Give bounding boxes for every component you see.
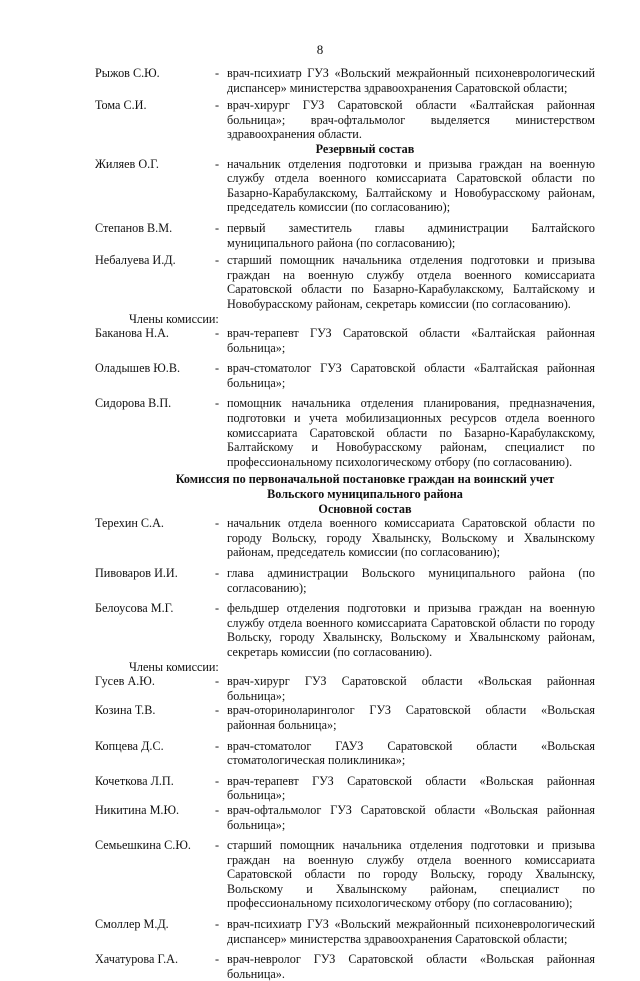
- main-heading: Основной состав: [318, 501, 412, 516]
- member-role: начальник отделения подготовки и призыва граждан на военную службу отдела военного комиссариата Саратовской области по Базарно-Карабулакскому, Балтайскому и Новобурасскому районам, председатель комиссии (по согласованию);: [227, 156, 595, 215]
- member-name: Небалуева И.Д.: [95, 253, 176, 268]
- dash: -: [215, 838, 220, 853]
- member-name: Копцева Д.С.: [95, 738, 164, 753]
- member-role: помощник начальника отделения планирования, предназначения, подготовки и учета мобилизационных ресурсов отдела военного комиссариата Саратовской области по Базарно-Карабулакскому, Балтайскому и Новобурасскому районам, специалист по профессиональному психологическому отбору (по согласованию).: [227, 396, 595, 469]
- member-entry: [95, 396, 595, 469]
- member-role: начальник отдела военного комиссариата Саратовской области по городу Вольску, городу Хвалынску, Вольскому и Хвалынскому районам, председатель комиссии (по согласованию);: [227, 516, 595, 560]
- member-role: врач-хирург ГУЗ Саратовской области «Вольская районная больница»;: [227, 674, 595, 703]
- reserve-heading: Резервный состав: [315, 141, 415, 156]
- member-name: Терехин С.А.: [95, 516, 164, 531]
- member-entry: [95, 739, 595, 768]
- member-role: врач-офтальмолог ГУЗ Саратовской области «Вольская районная больница»;: [227, 802, 595, 832]
- member-entry: [95, 774, 595, 803]
- member-entry: [95, 917, 595, 946]
- member-role: врач-невролог ГУЗ Саратовской области «Вольская районная больница».: [227, 952, 595, 981]
- member-role: старший помощник начальника отделения подготовки и призыва граждан на военную службу отдела военного комиссариата Саратовской области по Базарно-Карабулакскому, Балтайскому и Новобурасскому районам, секретарь комиссии (по согласованию).: [227, 253, 595, 311]
- member-role: врач-терапевт ГУЗ Саратовской области «Вольская районная больница»;: [227, 773, 595, 803]
- dash: -: [215, 156, 220, 171]
- member-role: врач-психиатр ГУЗ «Вольский межрайонный психоневрологический диспансер» министерства здравоохранения Саратовской области;: [227, 917, 595, 946]
- member-name: Баканова Н.А.: [95, 326, 169, 341]
- page-number: 8: [316, 42, 324, 57]
- member-name: Тома С.И.: [95, 98, 147, 113]
- member-role: врач-стоматолог ГУЗ Саратовской области «Балтайская районная больница»;: [227, 361, 595, 390]
- member-entry: [95, 703, 595, 732]
- commission-subtitle: Вольского муниципального района: [267, 487, 463, 502]
- dash: -: [215, 566, 220, 580]
- members-label: Члены комиссии:: [129, 659, 219, 674]
- member-name: Степанов В.М.: [95, 220, 173, 235]
- document-body: [95, 66, 595, 981]
- member-role: врач-стоматолог ГАУЗ Саратовской области «Вольская стоматологическая поликлиника»;: [227, 738, 595, 768]
- dash: -: [215, 326, 220, 341]
- dash: -: [215, 66, 220, 80]
- dash: -: [215, 601, 220, 616]
- commission-title: Комиссия по первоначальной постановке граждан на воинский учет: [175, 472, 555, 487]
- member-name: Никитина М.Ю.: [95, 802, 180, 817]
- member-entry: [95, 516, 595, 560]
- dash: -: [215, 220, 220, 235]
- member-role: врач-оториноларинголог ГУЗ Саратовской области «Вольская районная больница»;: [227, 703, 595, 732]
- member-entry: [95, 66, 595, 95]
- dash: -: [215, 952, 220, 967]
- dash: -: [215, 516, 220, 531]
- member-name: Семьешкина С.Ю.: [95, 838, 191, 853]
- dash: -: [215, 361, 220, 376]
- dash: -: [215, 396, 220, 411]
- member-name: Козина Т.В.: [95, 703, 156, 718]
- members-label: Члены комиссии:: [129, 311, 219, 326]
- member-role: фельдшер отделения подготовки и призыва граждан на военную службу отдела военного комиссариата Саратовской области по городу Вольску, городу Хвалынску, Вольскому и Хвалынскому районам, секретарь комиссии (по согласованию).: [227, 601, 595, 659]
- member-name: Жиляев О.Г.: [95, 156, 159, 171]
- dash: -: [215, 802, 220, 817]
- dash: -: [215, 738, 220, 753]
- member-name: Кочеткова Л.П.: [95, 773, 174, 788]
- member-entry: [95, 157, 595, 215]
- member-role: врач-терапевт ГУЗ Саратовской области «Балтайская районная больница»;: [227, 326, 595, 355]
- dash: -: [215, 98, 220, 113]
- member-name: Оладышев Ю.В.: [95, 361, 181, 376]
- member-name: Пивоваров И.И.: [95, 566, 178, 580]
- member-entry: [95, 601, 595, 659]
- dash: -: [215, 773, 220, 788]
- member-name: Хачатурова Г.А.: [95, 952, 179, 967]
- member-role: врач-хирург ГУЗ Саратовской области «Балтайская районная больница»; врач-офтальмолог выделяется министерством здравоохранения области.: [227, 98, 595, 142]
- member-role: старший помощник начальника отделения подготовки и призыва граждан на военную службу отдела военного комиссариата Саратовской области по городу Вольску, городу Хвалынску, Вольскому и Хвалынскому районам, специалист по профессиональному психологическому отбору (по согласованию);: [227, 838, 595, 911]
- member-role: глава администрации Вольского муниципального района (по согласованию);: [227, 566, 595, 595]
- member-name: Сидорова В.П.: [95, 396, 172, 411]
- member-entry: [95, 326, 595, 355]
- member-entry: [95, 566, 595, 595]
- member-name: Смоллер М.Д.: [95, 917, 169, 932]
- member-entry: [95, 221, 595, 250]
- member-name: Рыжов С.Ю.: [95, 66, 160, 80]
- member-entry: [95, 838, 595, 911]
- member-role: первый заместитель главы администрации Балтайского муниципального района (по согласованию);: [227, 220, 595, 250]
- dash: -: [215, 253, 220, 268]
- member-role: врач-психиатр ГУЗ «Вольский межрайонный психоневрологический диспансер» министерства здравоохранения Саратовской области;: [227, 66, 595, 95]
- member-entry: [95, 803, 595, 832]
- member-entry: [95, 361, 595, 390]
- member-entry: [95, 674, 595, 703]
- member-name: Белоусова М.Г.: [95, 601, 174, 616]
- dash: -: [215, 703, 220, 718]
- dash: -: [215, 674, 220, 689]
- member-entry: [95, 952, 595, 981]
- member-entry: [95, 253, 595, 311]
- member-name: Гусев А.Ю.: [95, 674, 155, 689]
- member-entry: [95, 98, 595, 142]
- dash: -: [215, 917, 220, 932]
